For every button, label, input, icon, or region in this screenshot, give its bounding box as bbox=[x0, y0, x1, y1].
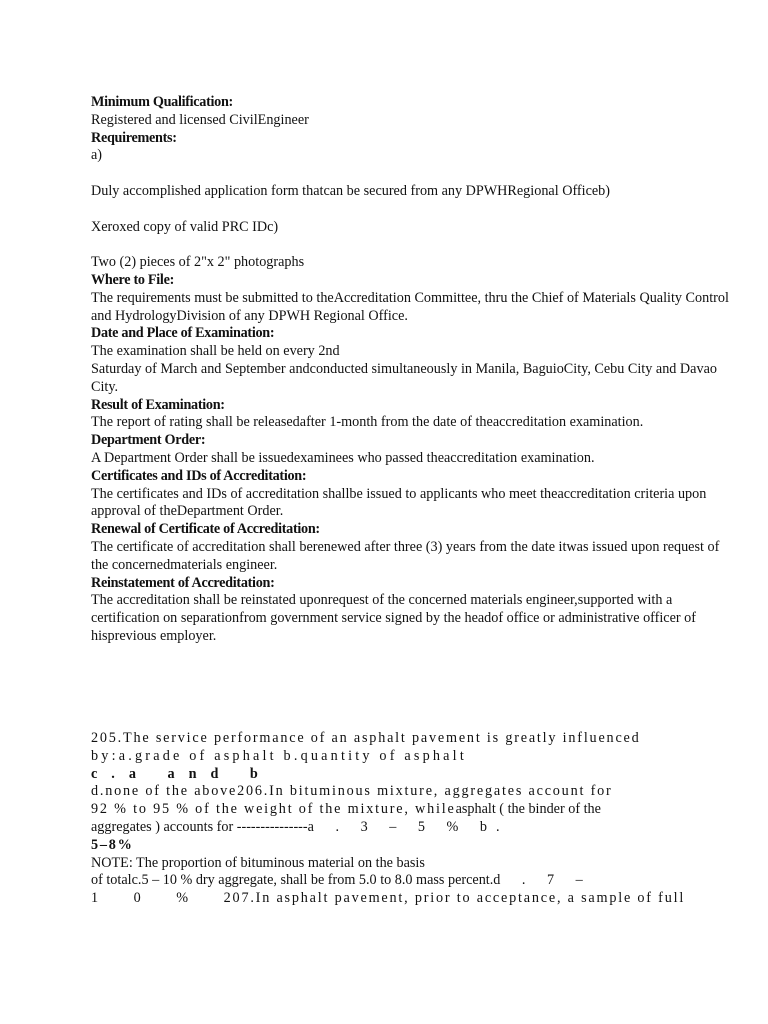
section-heading: Date and Place of Examination: bbox=[91, 325, 275, 342]
paragraph: Registered and licensed CivilEngineer bbox=[91, 111, 309, 128]
spacer bbox=[91, 165, 731, 183]
question-206-line-2a: 92 % to 95 % of the weight of the mixture, while bbox=[91, 801, 456, 818]
question-206-line-4 bbox=[91, 872, 691, 890]
spacer bbox=[91, 201, 731, 219]
question-206-line-3 bbox=[91, 819, 691, 837]
section-heading: Department Order: bbox=[91, 432, 206, 449]
document-body bbox=[91, 94, 731, 646]
paragraph: Saturday of March and September andconducted simultaneously in Manila, BaguioCity, Cebu City and Davao City. bbox=[91, 360, 717, 395]
question-206-line-4a: of total bbox=[91, 872, 132, 889]
question-207-line-1 bbox=[91, 890, 691, 908]
question-205-line-2: by:a.grade of asphalt b.quantity of asphalt bbox=[91, 747, 467, 764]
question-206-line-2 bbox=[91, 801, 691, 819]
paragraph: The requirements must be submitted to theAccreditation Committee, thru the Chief of Materials Quality Control and HydrologyDivision of any DPWH Regional Office. bbox=[91, 289, 729, 324]
section-heading: Requirements: bbox=[91, 129, 177, 146]
paragraph: The certificate of accreditation shall berenewed after three (3) years from the date itwas issued upon request of the concernedmaterials engineer. bbox=[91, 538, 720, 573]
paragraph: The report of rating shall be releasedafter 1-month from the date of theaccreditation examination. bbox=[91, 414, 644, 431]
paragraph: The certificates and IDs of accreditation shallbe issued to applicants who meet theaccreditation criteria upon approval of theDepartment Order. bbox=[91, 485, 707, 520]
paragraph: a) bbox=[91, 147, 103, 164]
question-206-option-a: a . 3 – 5 % b. bbox=[307, 818, 509, 835]
section-heading: Renewal of Certificate of Accreditation: bbox=[91, 521, 320, 538]
question-206-line-1: d.none of the above206.In bituminous mixture, aggregates account for bbox=[91, 783, 613, 800]
question-206-line-4b: c.5 – 10 % dry aggregate, shall be from 5.0 to 8.0 mass percent. bbox=[131, 872, 494, 889]
quiz-section bbox=[91, 730, 691, 908]
paragraph: Two (2) pieces of 2"x 2" photographs bbox=[91, 254, 305, 271]
question-206-note: NOTE: The proportion of bituminous material on the basis bbox=[91, 854, 425, 871]
section-heading: Where to File: bbox=[91, 271, 174, 288]
question-206-option-b-value: 5–8% bbox=[91, 836, 134, 853]
paragraph: The examination shall be held on every 2nd bbox=[91, 343, 340, 360]
paragraph: A Department Order shall be issuedexaminees who passed theaccreditation examination. bbox=[91, 449, 595, 466]
section-heading: Result of Examination: bbox=[91, 396, 225, 413]
spacer bbox=[91, 236, 731, 254]
paragraph: The accreditation shall be reinstated uponrequest of the concerned materials engineer,supported with a certification on separationfrom government service signed by the headof office or administrative officer of hisprevious employer. bbox=[91, 592, 696, 644]
question-206-option-d: d . 7 – bbox=[493, 872, 592, 889]
paragraph: Xeroxed copy of valid PRC IDc) bbox=[91, 218, 279, 235]
section-heading: Certificates and IDs of Accreditation: bbox=[91, 467, 307, 484]
section-heading: Minimum Qualification: bbox=[91, 94, 233, 110]
question-206-option-d-end: 1 0 % bbox=[91, 890, 224, 907]
question-207-text: 207.In asphalt pavement, prior to acceptance, a sample of full bbox=[223, 890, 686, 907]
question-205-line-1: 205.The service performance of an asphalt pavement is greatly influenced bbox=[91, 730, 641, 746]
question-206-line-3a: aggregates ) accounts for --------------- bbox=[91, 818, 308, 835]
paragraph: Duly accomplished application form thatcan be secured from any DPWHRegional Officeb) bbox=[91, 182, 610, 199]
section-heading: Reinstatement of Accreditation: bbox=[91, 574, 275, 591]
question-206-line-2b: asphalt ( the binder of the bbox=[455, 801, 601, 818]
question-205-option-c: c.a and b bbox=[91, 765, 272, 782]
